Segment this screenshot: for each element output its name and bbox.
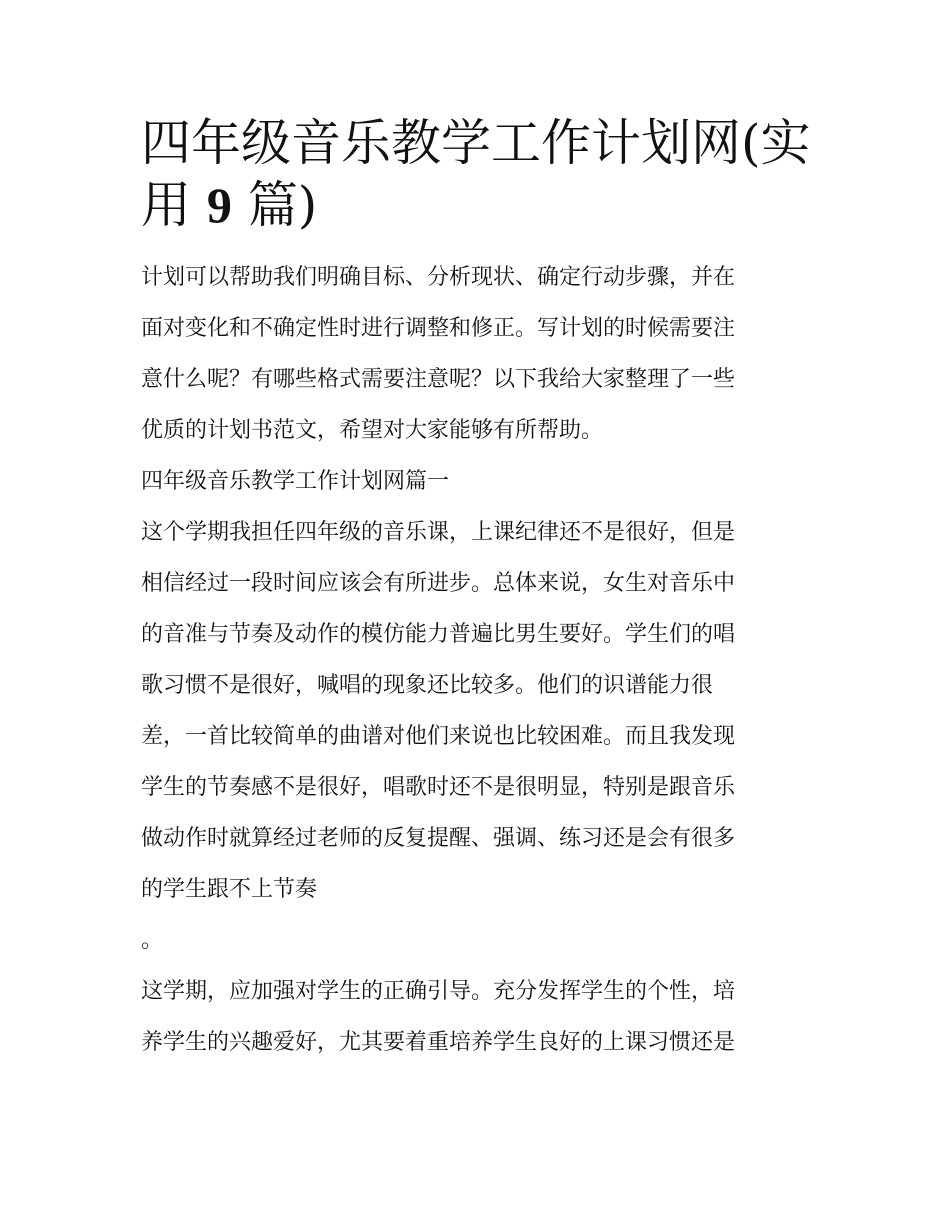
- document-title: [141, 112, 813, 236]
- intro-line: 优质的计划书范文，希望对大家能够有所帮助。: [141, 418, 604, 443]
- paragraph-line: 差，一首比较简单的曲谱对他们来说也比较困难。而且我发现: [141, 724, 736, 749]
- document-page: [141, 112, 813, 1068]
- paragraph-line: 这学期，应加强对学生的正确引导。充分发挥学生的个性，培: [141, 979, 736, 1004]
- title-line-2-text: 用: [141, 176, 191, 234]
- title-line-2: [141, 174, 813, 236]
- dot-line-text: 。: [141, 928, 164, 953]
- paragraph-line: 相信经过一段时间应该会有所进步。总体来说，女生对音乐中: [141, 571, 736, 596]
- paragraph-line: 做动作时就算经过老师的反复提醒、强调、练习还是会有很多: [141, 826, 736, 851]
- dot-line: [141, 915, 813, 966]
- section-heading: [141, 456, 813, 507]
- paragraph-2: [141, 966, 813, 1068]
- intro-line: 计划可以帮助我们明确目标、分析现状、确定行动步骤，并在: [141, 265, 736, 290]
- paragraph-line: 的音准与节奏及动作的模仿能力普遍比男生要好。学生们的唱: [141, 622, 736, 647]
- paragraph-line: 这个学期我担任四年级的音乐课，上课纪律还不是很好，但是: [141, 520, 736, 545]
- paragraph-line: 学生的节奏感不是很好，唱歌时还不是很明显，特别是跟音乐: [141, 775, 736, 800]
- paragraph-line: 歌习惯不是很好，喊唱的现象还比较多。他们的识谱能力很: [141, 673, 714, 698]
- section-heading-text: 四年级音乐教学工作计划网篇一: [141, 469, 450, 494]
- paragraph-1: [141, 507, 813, 915]
- paragraph-line: 的学生跟不上节奏: [141, 877, 318, 902]
- paragraph-line: 养学生的兴趣爱好，尤其要着重培养学生良好的上课习惯还是: [141, 1030, 736, 1055]
- intro-paragraph: [141, 252, 813, 456]
- title-number: 9: [206, 177, 232, 233]
- title-suffix: 篇): [247, 176, 318, 234]
- title-line-1: 四年级音乐教学工作计划网(实: [141, 114, 811, 172]
- intro-line: 意什么呢？有哪些格式需要注意呢？以下我给大家整理了一些: [141, 367, 736, 392]
- intro-line: 面对变化和不确定性时进行调整和修正。写计划的时候需要注: [141, 316, 736, 341]
